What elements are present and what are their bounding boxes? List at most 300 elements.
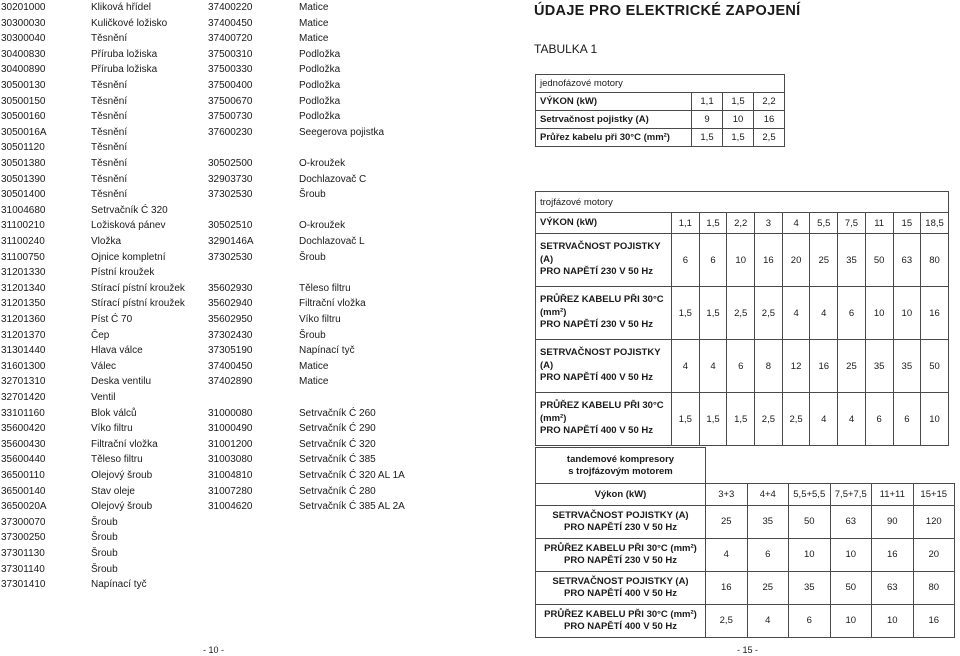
- row-value: 80: [921, 234, 949, 287]
- row-value: 6: [727, 340, 755, 393]
- part-name: Šroub: [91, 548, 118, 559]
- table-row: [0, 328, 470, 344]
- part-code: 37300070: [1, 516, 46, 528]
- table-row: [536, 572, 955, 605]
- part-name-2: Setrvačník Ć 385: [299, 454, 376, 466]
- part-name-2: Setrvačník Ć 385 AL 2A: [299, 501, 405, 513]
- table-row: [0, 312, 470, 328]
- power-value: 3+3: [706, 484, 748, 506]
- three-phase-table: [535, 191, 949, 446]
- part-code-2: 37302530: [208, 189, 253, 201]
- row-value: 2,5: [706, 605, 748, 638]
- part-code-2: 31000490: [208, 423, 253, 435]
- power-value: 1,1: [672, 213, 700, 234]
- table-row: [0, 156, 470, 172]
- power-label: VÝKON (kW): [536, 213, 672, 234]
- table-row: [536, 287, 949, 340]
- part-code-2: 37600230: [208, 126, 253, 138]
- part-code: 37301130: [1, 548, 45, 559]
- part-name-2: Setrvačník Ć 260: [299, 407, 376, 419]
- part-name: Těsnění: [91, 142, 128, 154]
- part-code: 37301410: [1, 579, 46, 591]
- part-code-2: 37302430: [208, 329, 253, 341]
- row-value: 10: [727, 234, 755, 287]
- row-value: 50: [865, 234, 893, 287]
- part-name-2: Seegerova pojistka: [299, 126, 385, 138]
- table-row: Průřez kabelu při 30°C (mm²) 1,5 1,5 2,5: [536, 129, 785, 147]
- table-row: [0, 281, 470, 297]
- part-name-2: Setrvačník Ć 320: [299, 438, 376, 450]
- label-line: s trojfázovým motorem: [568, 465, 673, 477]
- table-row: [0, 109, 470, 125]
- row-value: 16: [921, 287, 949, 340]
- row-label: [536, 234, 672, 287]
- part-name: Příruba ložiska: [91, 48, 158, 60]
- table-row: [0, 172, 470, 188]
- part-code-2: 35602940: [208, 298, 253, 310]
- row-value: 6: [838, 287, 866, 340]
- label-line: SETRVAČNOST POJISTKY (A): [552, 510, 689, 521]
- part-name-2: Dochlazovač C: [299, 173, 367, 185]
- power-label: Výkon (kW): [536, 484, 706, 506]
- part-code: 31301440: [1, 345, 46, 357]
- row-value: 10: [872, 605, 914, 638]
- part-code: 31201350: [1, 298, 46, 310]
- label-line: PRO NAPĚTÍ 230 V 50 Hz: [564, 522, 677, 533]
- part-code-2: 31001200: [208, 438, 253, 450]
- single-phase-header: jednofázové motory: [536, 75, 785, 93]
- table-row: [0, 515, 470, 531]
- part-name-2: Matice: [299, 33, 329, 45]
- part-name: Ojnice kompletní: [91, 251, 166, 263]
- part-code: 31201330: [1, 267, 46, 279]
- part-code: 35600430: [1, 438, 46, 450]
- part-code-2: 37500730: [208, 111, 253, 123]
- label-line: PRO NAPĚTÍ 400 V 50 Hz: [564, 588, 677, 599]
- part-name: Těsnění: [91, 126, 128, 138]
- row-value: 2,5: [727, 287, 755, 340]
- table-row: [0, 468, 470, 484]
- part-code-2: 31004810: [208, 470, 253, 481]
- table-row: [0, 0, 470, 16]
- table-row: [0, 374, 470, 390]
- part-code: 30500160: [1, 111, 46, 123]
- part-name: Příruba ložiska: [91, 64, 158, 76]
- row-value: 2,5: [755, 393, 783, 446]
- part-code: 30500150: [1, 95, 46, 107]
- part-code: 3650020A: [1, 501, 47, 513]
- part-code: 31004680: [1, 204, 46, 216]
- part-code-2: 30502510: [208, 220, 253, 232]
- part-code: 37301140: [1, 563, 45, 575]
- table-row: [0, 265, 470, 281]
- row-value: 6: [672, 234, 700, 287]
- row-value: 16: [810, 340, 838, 393]
- row-value: 1,5: [672, 287, 700, 340]
- part-name: Stírací pístní kroužek: [91, 298, 185, 310]
- row-value: 6: [789, 605, 831, 638]
- part-name-2: Těleso filtru: [299, 282, 351, 294]
- part-code: 31100210: [1, 220, 45, 232]
- label-line: PRŮŘEZ KABELU PŘI 30°C (mm²): [544, 543, 697, 554]
- part-name: Čep: [91, 329, 110, 341]
- row-value: 10: [921, 393, 949, 446]
- row-label: [536, 340, 672, 393]
- power-value: 5,5: [810, 213, 838, 234]
- three-phase-header: trojfázové motory: [536, 192, 949, 213]
- table-row: [0, 16, 470, 32]
- power-value: 15: [893, 213, 921, 234]
- label-line: (mm²): [540, 306, 567, 318]
- row-label: [536, 605, 706, 638]
- part-name: Píst Ć 70: [91, 314, 133, 325]
- part-code: 30400830: [1, 48, 46, 60]
- part-code: 31201340: [1, 282, 46, 294]
- part-name-2: O-kroužek: [299, 220, 346, 232]
- part-name: Ventil: [91, 392, 116, 403]
- row-value: 1,5: [699, 287, 727, 340]
- row-value: 2,5: [782, 393, 810, 446]
- part-code-2: 35602930: [208, 282, 253, 294]
- part-code: 32701310: [1, 376, 46, 388]
- part-name-2: Šroub: [299, 189, 326, 201]
- part-name-2: Šroub: [299, 251, 326, 263]
- part-code: 37300250: [1, 532, 46, 544]
- table-row: [0, 78, 470, 94]
- row-value: 6: [699, 234, 727, 287]
- label-line: SETRVAČNOST POJISTKY (A): [552, 576, 689, 587]
- table-row: [0, 530, 470, 546]
- label-line: (mm²): [540, 412, 567, 424]
- empty-cell: [706, 448, 955, 484]
- table-subtitle: TABULKA 1: [534, 42, 598, 56]
- part-code-2: 37500400: [208, 80, 253, 91]
- row-label: [536, 393, 672, 446]
- table-row: [0, 452, 470, 468]
- row-value: 20: [782, 234, 810, 287]
- part-code: 3050016A: [1, 126, 47, 138]
- label-line: PRO NAPĚTÍ 230 V 50 Hz: [564, 555, 677, 566]
- table-row: [0, 437, 470, 453]
- part-name: Šroub: [91, 532, 118, 544]
- row-value: 63: [872, 572, 914, 605]
- part-name: Těleso filtru: [91, 454, 143, 466]
- part-code: 31601300: [1, 360, 46, 372]
- label-line: (A): [540, 253, 554, 265]
- part-code: 35600420: [1, 423, 46, 435]
- power-value: 7,5: [838, 213, 866, 234]
- row-value: 16: [872, 539, 914, 572]
- part-name: Šroub: [91, 516, 118, 528]
- part-name: Těsnění: [91, 111, 128, 123]
- label-line: tandemové kompresory: [566, 453, 675, 465]
- table-row: [0, 187, 470, 203]
- part-code: 35600440: [1, 454, 46, 466]
- part-name: Ložisková pánev: [91, 220, 166, 232]
- row-value: 1,5: [672, 393, 700, 446]
- part-name: Kuličkové ložisko: [91, 17, 168, 29]
- row-value: 20: [913, 539, 955, 572]
- right-page-number: - 15 -: [737, 645, 759, 655]
- part-name-2: Matice: [299, 360, 329, 372]
- power-value: 11+11: [872, 484, 914, 506]
- table-row: [0, 140, 470, 156]
- row-value: 10: [893, 287, 921, 340]
- part-code: 31201370: [1, 329, 46, 341]
- table-row: Setrvačnost pojistky (A) 9 10 16: [536, 111, 785, 129]
- table-row: [0, 343, 470, 359]
- row-value: 1,5: [699, 393, 727, 446]
- row-label: [536, 287, 672, 340]
- part-code: 31100750: [1, 251, 45, 263]
- part-code-2: 37500330: [208, 64, 253, 76]
- row-value: 2,5: [755, 287, 783, 340]
- part-name-2: Víko filtru: [299, 314, 341, 325]
- part-name: Hlava válce: [91, 345, 143, 357]
- table-row: [536, 393, 949, 446]
- label-line: PRO NAPĚTÍ 230 V 50 Hz: [540, 319, 653, 331]
- single-phase-table: [535, 74, 785, 147]
- left-page-number: - 10 -: [203, 645, 225, 655]
- part-name-2: Šroub: [299, 329, 326, 341]
- part-code-2: 37400720: [208, 33, 253, 45]
- row-value: 80: [913, 572, 955, 605]
- part-code: 36500140: [1, 485, 46, 497]
- part-name-2: Podložka: [299, 95, 341, 107]
- row-value: 25: [810, 234, 838, 287]
- row-value: 35: [893, 340, 921, 393]
- table-row: [0, 546, 470, 562]
- power-value: 3: [755, 213, 783, 234]
- part-code-2: 31004620: [208, 501, 253, 513]
- part-name: Filtrační vložka: [91, 438, 158, 450]
- table-row: [0, 125, 470, 141]
- row-value: 50: [830, 572, 872, 605]
- row-label: [536, 506, 706, 539]
- row-value: 10: [865, 287, 893, 340]
- row-value: 4: [782, 287, 810, 340]
- part-code: 30501400: [1, 189, 46, 201]
- row-value: 4: [699, 340, 727, 393]
- power-value: 4: [782, 213, 810, 234]
- row-value: 63: [830, 506, 872, 539]
- row-value: 6: [893, 393, 921, 446]
- row-value: 8: [755, 340, 783, 393]
- row-value: 35: [865, 340, 893, 393]
- part-name-2: Matice: [299, 376, 329, 388]
- power-value: 1,5: [699, 213, 727, 234]
- part-name: Těsnění: [91, 158, 128, 169]
- part-name: Napínací tyč: [91, 579, 147, 591]
- part-name: Olejový šroub: [91, 501, 153, 513]
- part-name: Kliková hřídel: [91, 2, 152, 13]
- part-code: 30501380: [1, 158, 46, 169]
- part-name: Olejový šroub: [91, 470, 153, 481]
- part-name-2: Dochlazovač L: [299, 236, 365, 247]
- part-name: Těsnění: [91, 33, 128, 45]
- part-name: Pístní kroužek: [91, 267, 155, 279]
- label-line: PRŮŘEZ KABELU PŘI 30°C: [540, 400, 664, 412]
- table-row: [536, 234, 949, 287]
- label-line: PRO NAPĚTÍ 400 V 50 Hz: [564, 621, 677, 632]
- part-code-2: 37305190: [208, 345, 253, 357]
- table-row: [0, 499, 470, 515]
- part-code-2: 35602950: [208, 314, 253, 325]
- tandem-compressor-table: [535, 447, 955, 638]
- part-code-2: 37500670: [208, 95, 253, 107]
- part-name: Těsnění: [91, 95, 128, 107]
- part-code: 30501390: [1, 173, 46, 185]
- power-value: 11: [865, 213, 893, 234]
- label-line: PRŮŘEZ KABELU PŘI 30°C (mm²): [544, 609, 697, 620]
- row-value: 16: [755, 234, 783, 287]
- table-row: [536, 340, 949, 393]
- table-row: [0, 203, 470, 219]
- row-value: 120: [913, 506, 955, 539]
- table-row: [0, 577, 470, 593]
- table-row: [0, 421, 470, 437]
- power-value: 15+15: [913, 484, 955, 506]
- table-row: [536, 605, 955, 638]
- part-code: 31201360: [1, 314, 46, 325]
- part-name-2: Napínací tyč: [299, 345, 355, 357]
- part-code-2: 37500310: [208, 48, 253, 60]
- part-name: Válec: [91, 360, 117, 372]
- table-row: [0, 62, 470, 78]
- part-name: Těsnění: [91, 173, 128, 185]
- row-value: 6: [865, 393, 893, 446]
- part-name-2: Matice: [299, 17, 329, 29]
- part-name-2: Matice: [299, 2, 329, 13]
- power-value: 4+4: [747, 484, 789, 506]
- part-code-2: 37400220: [208, 2, 253, 13]
- table-row: [0, 94, 470, 110]
- label-line: SETRVAČNOST POJISTKY: [540, 241, 661, 253]
- table-row: [0, 296, 470, 312]
- part-code: 31100240: [1, 236, 45, 247]
- row-value: 1,5: [727, 393, 755, 446]
- part-code-2: 31000080: [208, 407, 253, 419]
- table-row: [0, 31, 470, 47]
- table-row: [0, 234, 470, 250]
- part-code-2: 37400450: [208, 360, 253, 372]
- label-line: SETRVAČNOST POJISTKY: [540, 347, 661, 359]
- row-value: 90: [872, 506, 914, 539]
- row-value: 16: [706, 572, 748, 605]
- row-label: [536, 572, 706, 605]
- part-name-2: Setrvačník Ć 280: [299, 485, 376, 497]
- row-value: 63: [893, 234, 921, 287]
- tandem-header: [536, 448, 706, 484]
- table-row: [536, 213, 949, 234]
- part-code-2: 37302530: [208, 251, 253, 263]
- row-value: 25: [706, 506, 748, 539]
- part-code: 32701420: [1, 392, 46, 403]
- label-line: (A): [540, 359, 554, 371]
- power-value: 5,5+5,5: [789, 484, 831, 506]
- part-code: 30201000: [1, 2, 46, 13]
- table-row: [0, 359, 470, 375]
- table-row: [0, 250, 470, 266]
- table-row: [536, 539, 955, 572]
- row-value: 10: [789, 539, 831, 572]
- row-value: 10: [830, 539, 872, 572]
- table-row: [536, 506, 955, 539]
- part-name-2: Podložka: [299, 111, 341, 123]
- table-row: [0, 47, 470, 63]
- table-row: [0, 562, 470, 578]
- part-code-2: 30502500: [208, 158, 253, 169]
- row-value: 4: [810, 393, 838, 446]
- table-row: [0, 390, 470, 406]
- table-row: [0, 218, 470, 234]
- part-name-2: Podložka: [299, 48, 341, 60]
- label-line: PRO NAPĚTÍ 400 V 50 Hz: [540, 372, 653, 384]
- part-name-2: Setrvačník Ć 320 AL 1A: [299, 470, 405, 481]
- part-code: 30501120: [1, 142, 45, 154]
- part-name: Setrvačník Ć 320: [91, 204, 168, 216]
- part-code-2: 31007280: [208, 485, 253, 497]
- part-code: 30300040: [1, 33, 46, 45]
- part-name: Stav oleje: [91, 485, 135, 497]
- part-code-2: 31003080: [208, 454, 253, 466]
- power-value: 2,2: [727, 213, 755, 234]
- table-row: [0, 406, 470, 422]
- part-name: Šroub: [91, 563, 118, 575]
- row-value: 12: [782, 340, 810, 393]
- part-code-2: 3290146A: [208, 236, 254, 247]
- part-code-2: 37402890: [208, 376, 253, 388]
- row-value: 6: [747, 539, 789, 572]
- label-line: PRŮŘEZ KABELU PŘI 30°C: [540, 294, 664, 306]
- label-line: PRO NAPĚTÍ 400 V 50 Hz: [540, 425, 653, 437]
- part-code: 33101160: [1, 407, 45, 419]
- part-name: Těsnění: [91, 189, 128, 201]
- part-name: Blok válců: [91, 407, 137, 419]
- row-value: 4: [706, 539, 748, 572]
- power-value: 18,5: [921, 213, 949, 234]
- row-value: 4: [672, 340, 700, 393]
- part-code: 30500130: [1, 80, 46, 91]
- part-code-2: 32903730: [208, 173, 253, 185]
- table-row: [536, 484, 955, 506]
- part-code: 30400890: [1, 64, 46, 76]
- part-name-2: Filtrační vložka: [299, 298, 366, 310]
- row-value: 50: [789, 506, 831, 539]
- table-row: VÝKON (kW) 1,1 1,5 2,2: [536, 93, 785, 111]
- part-name: Víko filtru: [91, 423, 133, 435]
- part-name-2: Podložka: [299, 80, 341, 91]
- part-name-2: Setrvačník Ć 290: [299, 423, 376, 435]
- part-name-2: O-kroužek: [299, 158, 346, 169]
- table-row: [0, 484, 470, 500]
- row-value: 4: [810, 287, 838, 340]
- row-value: 50: [921, 340, 949, 393]
- row-value: 35: [789, 572, 831, 605]
- label-line: PRO NAPĚTÍ 230 V 50 Hz: [540, 266, 653, 278]
- part-code: 36500110: [1, 470, 45, 481]
- row-value: 4: [838, 393, 866, 446]
- row-label: [536, 539, 706, 572]
- part-name: Vložka: [91, 236, 122, 247]
- row-value: 16: [913, 605, 955, 638]
- part-code: 30300030: [1, 17, 46, 29]
- part-code-2: 37400450: [208, 17, 253, 29]
- row-value: 10: [830, 605, 872, 638]
- row-value: 4: [747, 605, 789, 638]
- row-value: 35: [747, 506, 789, 539]
- power-value: 7,5+7,5: [830, 484, 872, 506]
